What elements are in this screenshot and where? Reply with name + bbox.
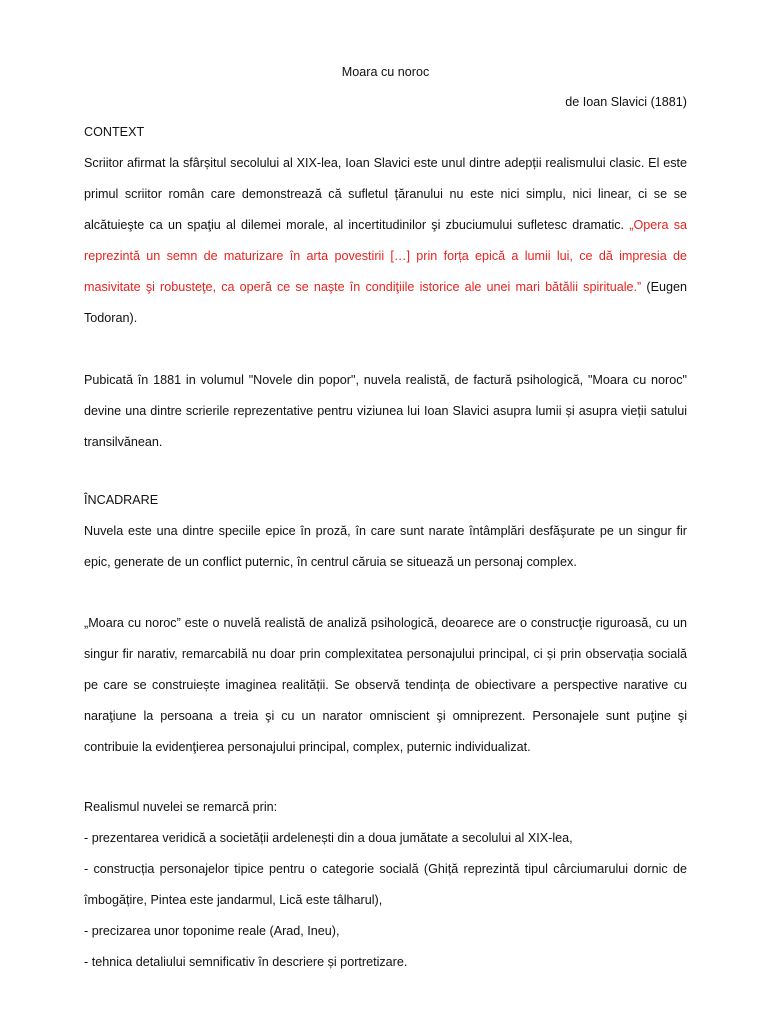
author-line: de Ioan Slavici (1881) (565, 95, 687, 109)
context-paragraph-1-start: Scriitor afirmat la sfârșitul secolului al XIX-lea, Ioan Slavici este unul dintre adepții realismului clasic. El este primul scriitor român care demonstrează că sufletul țăranului nu este nici simplu, nici linear, ci se se alcătuieşte ca un spaţiu al dilemei morale, al incertitudinilor şi zbuciumului sufletesc dramatic. (84, 156, 687, 232)
document-title: Moara cu noroc (341, 65, 430, 79)
incadrare-paragraph-1: Nuvela este una dintre speciile epice în proză, în care sunt narate întâmplări desfăşurate pe un singur fir epic, generate de un conflict puternic, în centrul căruia se situează un personaj complex. (84, 524, 687, 569)
context-paragraph-2: Pubicată în 1881 in volumul "Novele din popor", nuvela realistă, de factură psihologică, "Moara cu noroc" devine una dintre scrierile reprezentative pentru viziunea lui Ioan Slavici asupra lumii și asupra vieții satului transilvănean. (84, 373, 687, 449)
realism-intro: Realismul nuvelei se remarcă prin: (84, 800, 278, 814)
critic-quote: „Opera sa reprezintă un semn de maturizare în arta povestirii […] prin forța epică a lumii lui, ce dă impresia de masivitate şi robusteţe, ca operă ce se naşte în condiţiile istorice ale unei mari bătălii spirituale.” (84, 218, 687, 294)
context-paragraph-1-end: (Eugen Todoran). (84, 280, 687, 325)
incadrare-heading: ÎNCADRARE (84, 493, 159, 507)
realism-list (84, 823, 687, 978)
list-item: - prezentarea veridică a societății ardelenești din a doua jumătate a secolului al XIX-lea, (84, 831, 573, 845)
context-heading: CONTEXT (84, 125, 145, 139)
incadrare-paragraph-2: „Moara cu noroc” este o nuvelă realistă de analiză psihologică, deoarece are o construcţie riguroasă, cu un singur fir narativ, remarcabilă nu doar prin complexitatea personajului principal, ci și prin observația socială pe care se construiește imaginea realității. Se observă tendința de obiectivare a perspective narative cu naraţiune la persoana a treia şi cu un narator omniscient şi omniprezent. Personajele sunt puţine şi contribuie la evidenţierea personajului principal, complex, puternic individualizat. (84, 616, 687, 754)
section-realism (84, 792, 687, 978)
section-context-publication (84, 365, 687, 458)
section-incadrare (84, 485, 687, 578)
context-paragraph-1 (84, 148, 687, 334)
list-item: - construcția personajelor tipice pentru o categorie socială (Ghiță reprezintă tipul cârciumarului dornic de îmbogățire, Pintea este jandarmul, Lică este tâlharul), (84, 862, 687, 907)
list-item: - precizarea unor toponime reale (Arad, Ineu), (84, 924, 340, 938)
section-incadrare-analysis (84, 608, 687, 763)
list-item: - tehnica detaliului semnificativ în descriere și portretizare. (84, 955, 408, 969)
section-context (84, 117, 687, 334)
